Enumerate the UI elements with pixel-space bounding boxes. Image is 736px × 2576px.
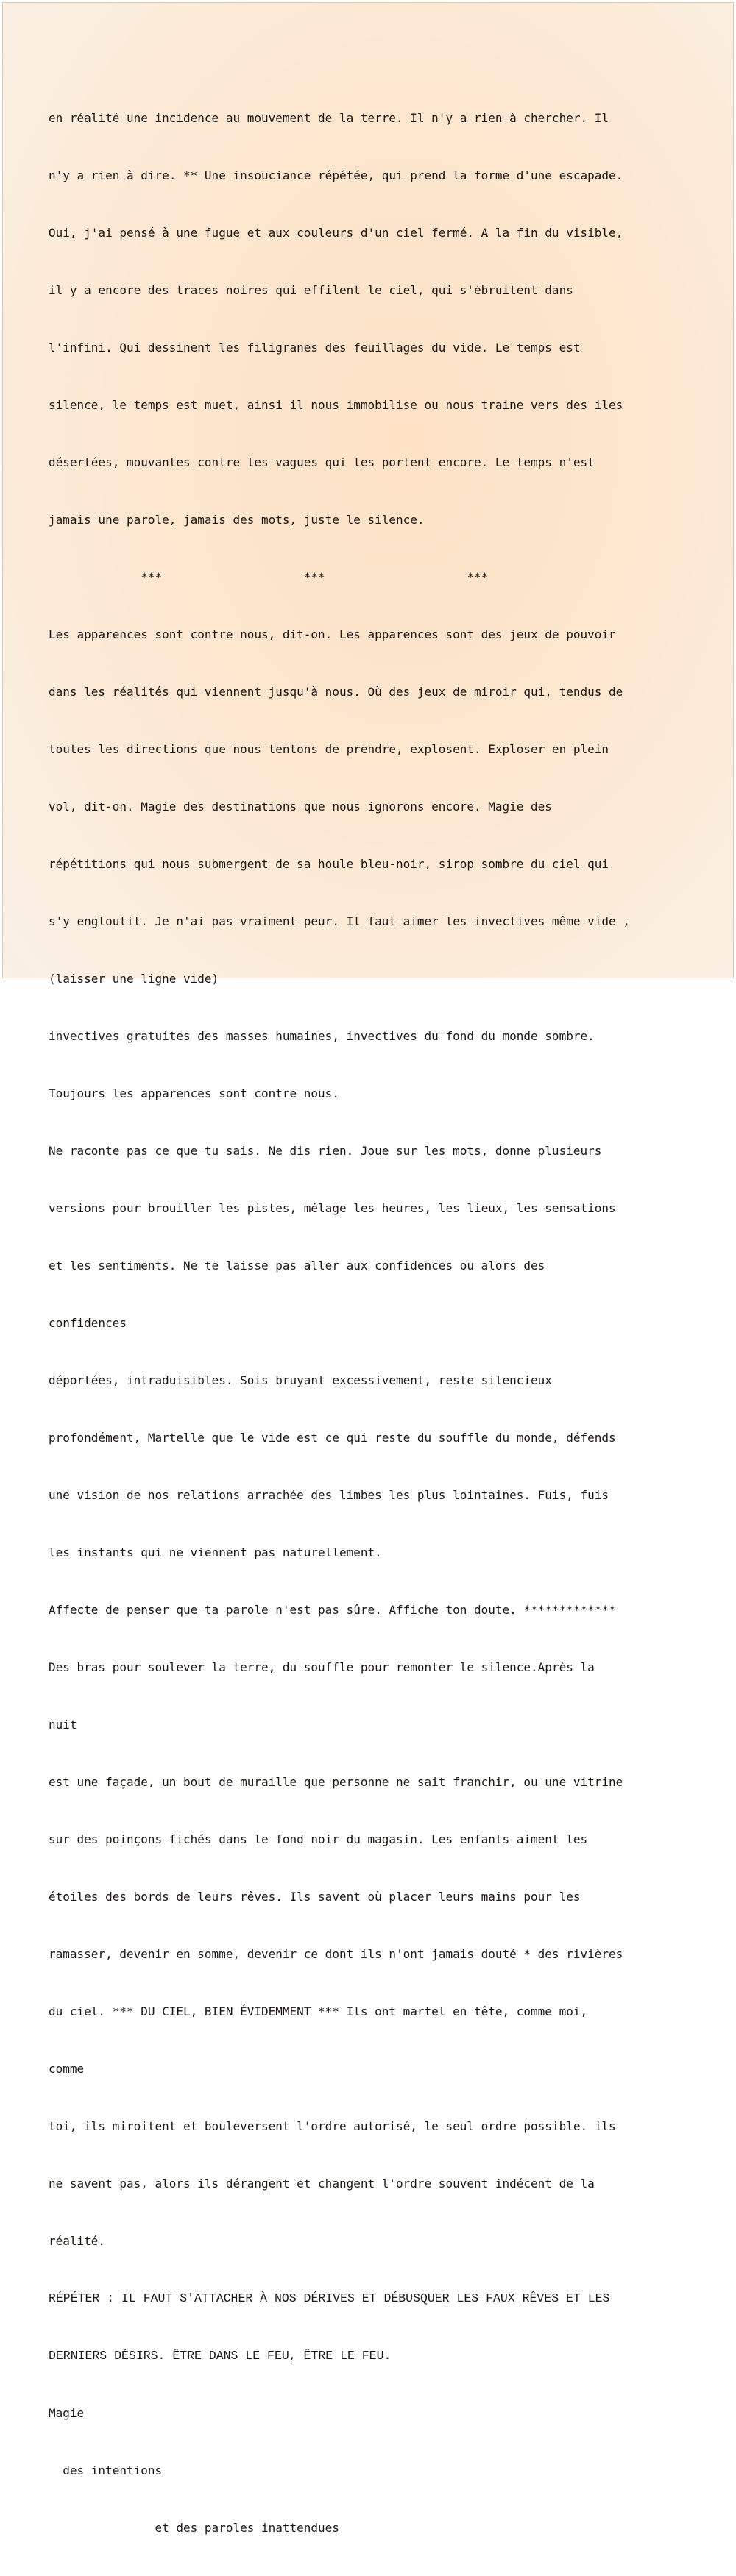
- text-line-30: est une façade, un bout de muraille que personne ne sait franchir, ou une vitrine: [49, 1775, 623, 1789]
- page-sheet: [2, 2, 734, 2535]
- text-line-22: confidences: [49, 1316, 127, 1330]
- text-line-23: déportées, intraduisibles. Sois bruyant excessivement, reste silencieux: [49, 1373, 552, 1387]
- text-line-25: une vision de nos relations arrachée des limbes les plus lointaines. Fuis, fuis: [49, 1488, 609, 1502]
- text-line-5: l'infini. Qui dessinent les filigranes des feuillages du vide. Le temps est: [49, 341, 581, 355]
- text-line-43: et des paroles inattendues: [49, 2521, 339, 2535]
- text-line-26: les instants qui ne viennent pas naturellement.: [49, 1545, 382, 1559]
- text-line-21: et les sentiments. Ne te laisse pas aller aux confidences ou alors des: [49, 1259, 545, 1273]
- text-line-12: toutes les directions que nous tentons de prendre, explosent. Exploser en plein: [49, 742, 609, 756]
- text-line-31: sur des poinçons fichés dans le fond noir du magasin. Les enfants aiment les: [49, 1832, 588, 1846]
- caps-line-2: DERNIERS DÉSIRS. ÊTRE DANS LE FEU, ÊTRE LE FEU.: [49, 2349, 392, 2363]
- text-line-4: il y a encore des traces noires qui effilent le ciel, qui s'ébruitent dans: [49, 283, 573, 297]
- text-line-6: silence, le temps est muet, ainsi il nous immobilise ou nous traine vers des iles: [49, 398, 623, 412]
- text-line-14: répétitions qui nous submergent de sa houle bleu-noir, sirop sombre du ciel qui: [49, 857, 609, 871]
- caps-line-1: RÉPÉTER : IL FAUT S'ATTACHER À NOS DÉRIVES ET DÉBUSQUER LES FAUX RÊVES ET LES: [49, 2291, 610, 2305]
- text-line-38: réalité.: [49, 2234, 106, 2248]
- text-line-2: n'y a rien à dire. ** Une insouciance répétée, qui prend la forme d'une escapade.: [49, 168, 623, 182]
- text-line-36: toi, ils miroitent et bouleversent l'ordre autorisé, le seul ordre possible. ils: [49, 2119, 616, 2133]
- text-line-11: dans les réalités qui viennent jusqu'à nous. Où des jeux de miroir qui, tendus de: [49, 685, 623, 699]
- text-line-42: des intentions: [49, 2463, 163, 2477]
- text-line-29: nuit: [49, 1718, 77, 1732]
- text-line-3: Oui, j'ai pensé à une fugue et aux couleurs d'un ciel fermé. A la fin du visible,: [49, 226, 623, 240]
- text-line-24: profondément, Martelle que le vide est ce qui reste du souffle du monde, défends: [49, 1431, 616, 1445]
- text-line-16: (laisser une ligne vide): [49, 972, 219, 986]
- text-line-32: étoiles des bords de leurs rêves. Ils savent où placer leurs mains pour les: [49, 1890, 581, 1904]
- text-line-17: invectives gratuites des masses humaines, invectives du fond du monde sombre.: [49, 1029, 595, 1043]
- text-line-27: Affecte de penser que ta parole n'est pas sûre. Affiche ton doute. *************: [49, 1603, 616, 1617]
- text-line-10: Les apparences sont contre nous, dit-on. Les apparences sont des jeux de pouvoir: [49, 627, 616, 641]
- section-separator: *** *** ***: [49, 570, 489, 584]
- text-line-33: ramasser, devenir en somme, devenir ce dont ils n'ont jamais douté * des rivières: [49, 1947, 623, 1961]
- text-line-1: en réalité une incidence au mouvement de la terre. Il n'y a rien à chercher. Il: [49, 111, 609, 125]
- text-line-41: Magie: [49, 2406, 85, 2420]
- text-line-7: désertées, mouvantes contre les vagues qui les portent encore. Le temps n'est: [49, 455, 595, 469]
- text-line-13: vol, dit-on. Magie des destinations que nous ignorons encore. Magie des: [49, 800, 552, 814]
- document-text: [49, 71, 711, 2576]
- text-line-18: Toujours les apparences sont contre nous.: [49, 1086, 339, 1100]
- text-line-19: Ne raconte pas ce que tu sais. Ne dis rien. Joue sur les mots, donne plusieurs: [49, 1144, 602, 1158]
- text-line-35: comme: [49, 2062, 85, 2076]
- text-line-8: jamais une parole, jamais des mots, juste le silence.: [49, 513, 425, 527]
- text-line-28: Des bras pour soulever la terre, du souffle pour remonter le silence.Après la: [49, 1660, 595, 1674]
- text-line-15: s'y engloutit. Je n'ai pas vraiment peur. Il faut aimer les invectives même vide ,: [49, 914, 630, 928]
- text-line-20: versions pour brouiller les pistes, mélage les heures, les lieux, les sensations: [49, 1201, 616, 1215]
- text-line-34: du ciel. *** DU CIEL, BIEN ÉVIDEMMENT *** Ils ont martel en tête, comme moi,: [49, 2004, 588, 2018]
- text-line-37: ne savent pas, alors ils dérangent et changent l'ordre souvent indécent de la: [49, 2177, 595, 2191]
